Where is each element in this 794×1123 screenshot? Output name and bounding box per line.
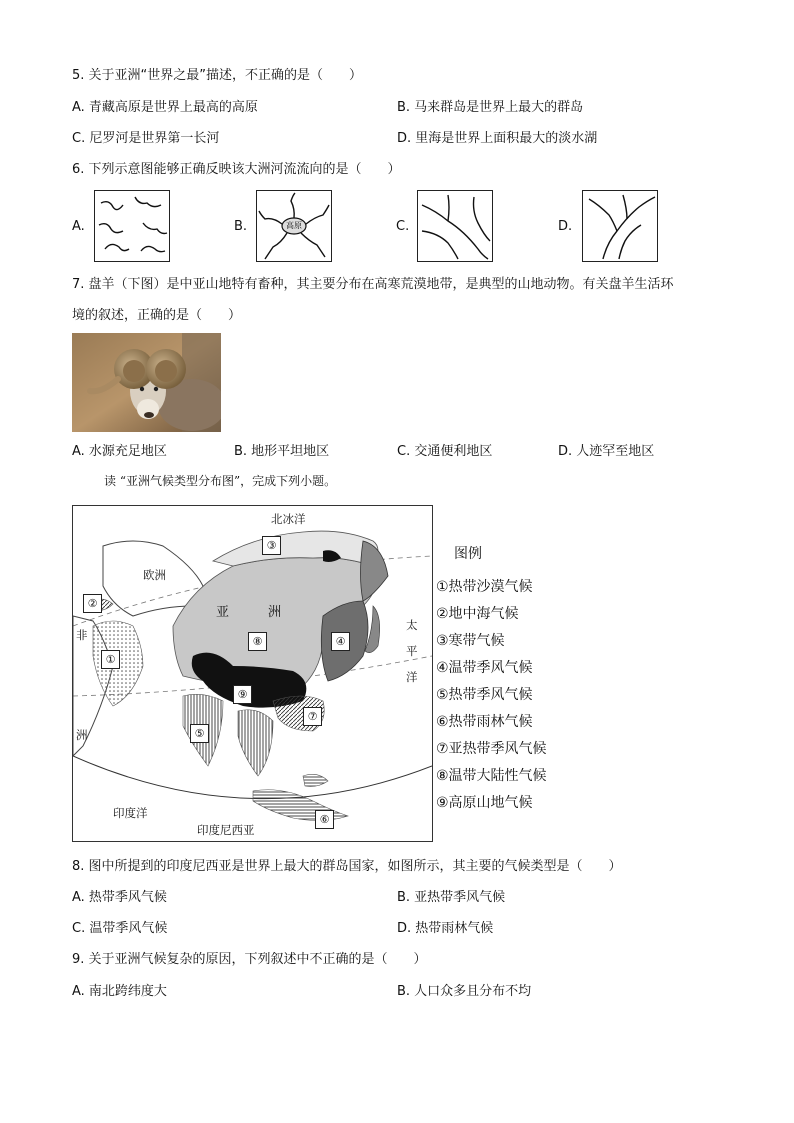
map-marker-2: ②	[83, 594, 102, 613]
argali-ram-photo	[72, 333, 221, 432]
legend-item: ⑤热带季风气候	[436, 687, 533, 703]
map-label-africa-1: 非	[76, 628, 88, 642]
q6-label-a[interactable]: A.	[72, 219, 85, 234]
q9-option-b[interactable]: B. 人口众多且分布不均	[397, 984, 532, 999]
map-marker-4: ④	[331, 632, 350, 651]
q7-option-c[interactable]: C. 交通便利地区	[397, 444, 493, 459]
map-label-pacific-2: 平	[406, 644, 418, 658]
q6-stem: 6. 下列示意图能够正确反映该大洲河流流向的是（ ）	[72, 162, 401, 177]
q8-option-a[interactable]: A. 热带季风气候	[72, 890, 167, 905]
river-diagram-b[interactable]	[256, 190, 332, 262]
map-marker-1: ①	[101, 650, 120, 669]
legend-item: ⑦亚热带季风气候	[436, 741, 547, 757]
q6-label-c[interactable]: C.	[396, 219, 410, 234]
q5-stem: 5. 关于亚洲“世界之最”描述，不正确的是（ ）	[72, 68, 363, 83]
q7-option-b[interactable]: B. 地形平坦地区	[234, 444, 330, 459]
legend-item: ⑨高原山地气候	[436, 795, 533, 811]
q8-option-c[interactable]: C. 温带季风气候	[72, 921, 168, 936]
map-marker-3: ③	[262, 536, 281, 555]
q7-stem-line1: 7. 盘羊（下图）是中亚山地特有畜种，其主要分布在高寒荒漠地带，是典型的山地动物。有关盘羊生活环	[72, 277, 674, 292]
legend-item: ①热带沙漠气候	[436, 579, 533, 595]
q8-option-b[interactable]: B. 亚热带季风气候	[397, 890, 506, 905]
q7-stem-line2: 境的叙述，正确的是（ ）	[72, 308, 242, 323]
legend-item: ⑥热带雨林气候	[436, 714, 533, 730]
section-intro: 读 “亚洲气候类型分布图”，完成下列小题。	[104, 474, 337, 488]
map-marker-9: ⑨	[233, 685, 252, 704]
map-label-asia-1: 亚	[216, 605, 230, 620]
legend-item: ②地中海气候	[436, 606, 519, 622]
q5-option-d[interactable]: D. 里海是世界上面积最大的淡水湖	[397, 131, 598, 146]
map-marker-7: ⑦	[303, 707, 322, 726]
river-diagram-c[interactable]	[417, 190, 493, 262]
map-label-indian-ocean: 印度洋	[113, 806, 148, 820]
map-label-asia-2: 洲	[268, 605, 282, 620]
river-diagram-a[interactable]	[94, 190, 170, 262]
map-label-pacific-3: 洋	[406, 670, 418, 684]
map-label-pacific-1: 太	[406, 618, 418, 632]
legend-item: ③寒带气候	[436, 633, 505, 649]
q5-option-b[interactable]: B. 马来群岛是世界上最大的群岛	[397, 100, 584, 115]
q8-stem: 8. 图中所提到的印度尼西亚是世界上最大的群岛国家，如图所示，其主要的气候类型是（ ）	[72, 859, 622, 874]
q6-label-b[interactable]: B.	[234, 219, 248, 234]
q9-option-a[interactable]: A. 南北跨纬度大	[72, 984, 167, 999]
map-label-indonesia: 印度尼西亚	[197, 823, 255, 837]
asia-climate-map	[72, 505, 433, 842]
q9-stem: 9. 关于亚洲气候复杂的原因，下列叙述中不正确的是（ ）	[72, 952, 427, 967]
map-label-arctic: 北冰洋	[271, 512, 306, 526]
legend-title: 图例	[454, 546, 482, 562]
plateau-label: 高原	[286, 221, 302, 230]
q7-option-d[interactable]: D. 人迹罕至地区	[558, 444, 655, 459]
q8-option-d[interactable]: D. 热带雨林气候	[397, 921, 494, 936]
map-label-africa-2: 洲	[76, 728, 88, 742]
river-diagram-d[interactable]	[582, 190, 658, 262]
map-label-europe: 欧洲	[143, 568, 166, 582]
legend-item: ④温带季风气候	[436, 660, 533, 676]
q5-option-a[interactable]: A. 青藏高原是世界上最高的高原	[72, 100, 258, 115]
q5-option-c[interactable]: C. 尼罗河是世界第一长河	[72, 131, 220, 146]
map-marker-6: ⑥	[315, 810, 334, 829]
map-marker-5: ⑤	[190, 724, 209, 743]
legend-item: ⑧温带大陆性气候	[436, 768, 547, 784]
q7-option-a[interactable]: A. 水源充足地区	[72, 444, 167, 459]
map-marker-8: ⑧	[248, 632, 267, 651]
q6-label-d[interactable]: D.	[558, 219, 573, 234]
